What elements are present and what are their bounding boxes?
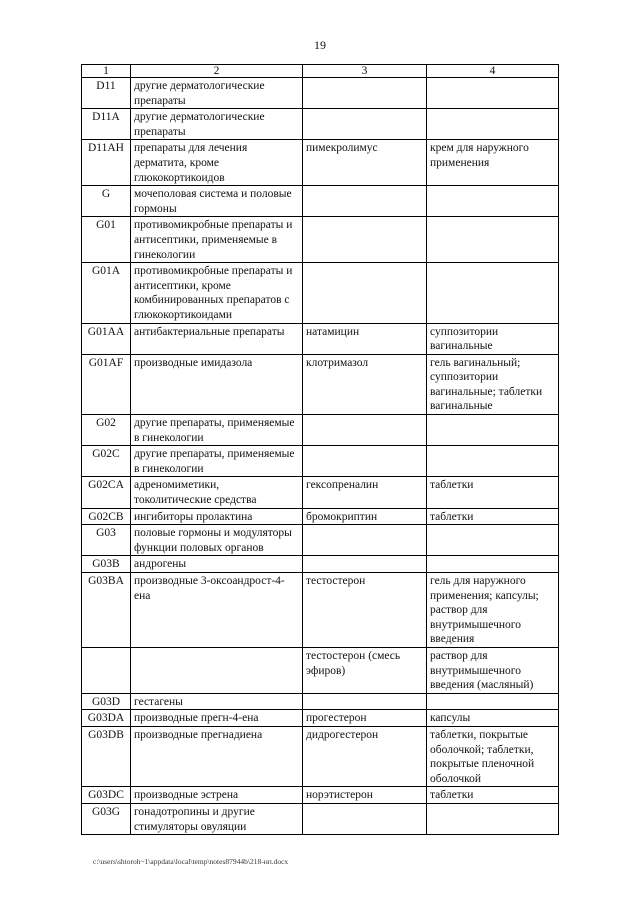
row-form: капсулы	[427, 710, 559, 727]
table-row	[82, 477, 559, 508]
row-substance	[303, 78, 427, 109]
table-row	[82, 109, 559, 140]
row-substance	[303, 556, 427, 573]
row-form: крем для наружного применения	[427, 140, 559, 186]
row-code: D11AH	[82, 140, 131, 186]
row-name: препараты для лечения дерматита, кроме глюкокортикоидов	[131, 140, 303, 186]
row-form	[427, 186, 559, 217]
row-substance: пимекролимус	[303, 140, 427, 186]
row-name: другие препараты, применяемые в гинекологии	[131, 415, 303, 446]
table-body	[82, 78, 559, 835]
row-code: G01AF	[82, 354, 131, 414]
row-substance	[303, 693, 427, 710]
row-code: G03DB	[82, 726, 131, 786]
row-code: D11A	[82, 109, 131, 140]
row-code: G03G	[82, 803, 131, 834]
row-code	[82, 647, 131, 693]
table-row	[82, 186, 559, 217]
row-name: производные 3-оксоандрост-4-ена	[131, 573, 303, 648]
table-row	[82, 726, 559, 786]
row-name: другие дерматологические препараты	[131, 109, 303, 140]
table-row	[82, 693, 559, 710]
row-form	[427, 109, 559, 140]
table-row	[82, 78, 559, 109]
row-form: таблетки	[427, 787, 559, 804]
row-form: гель вагинальный; суппозитории вагинальные; таблетки вагинальные	[427, 354, 559, 414]
table-row	[82, 803, 559, 834]
table-header	[82, 65, 559, 78]
row-substance	[303, 186, 427, 217]
row-name: мочеполовая система и половые гормоны	[131, 186, 303, 217]
row-name: производные прегнадиена	[131, 726, 303, 786]
table-row	[82, 217, 559, 263]
row-substance: бромокриптин	[303, 508, 427, 525]
row-name	[131, 647, 303, 693]
row-form: таблетки, покрытые оболочкой; таблетки, покрытые пленочной оболочкой	[427, 726, 559, 786]
row-name: производные эстрена	[131, 787, 303, 804]
row-substance: прогестерон	[303, 710, 427, 727]
table-row	[82, 446, 559, 477]
row-form: гель для наружного применения; капсулы; раствор для внутримышечного введения	[427, 573, 559, 648]
table-row	[82, 525, 559, 556]
table-row	[82, 787, 559, 804]
row-substance: гексопреналин	[303, 477, 427, 508]
column-header-1: 1	[82, 65, 131, 78]
row-substance	[303, 415, 427, 446]
row-form: таблетки	[427, 508, 559, 525]
footer-file-path: c:\users\shtoroh~1\appdata\local\temp\notes87944b\218-нп.docx	[93, 857, 289, 866]
row-form	[427, 803, 559, 834]
table-row	[82, 508, 559, 525]
row-code: G03DA	[82, 710, 131, 727]
row-substance	[303, 263, 427, 323]
row-form	[427, 217, 559, 263]
row-code: G03B	[82, 556, 131, 573]
row-form	[427, 556, 559, 573]
row-substance: дидрогестерон	[303, 726, 427, 786]
row-substance	[303, 217, 427, 263]
row-form: таблетки	[427, 477, 559, 508]
page-number: 19	[314, 38, 326, 52]
row-name: антибактериальные препараты	[131, 323, 303, 354]
row-substance: натамицин	[303, 323, 427, 354]
table-row	[82, 556, 559, 573]
row-code: G	[82, 186, 131, 217]
row-form	[427, 446, 559, 477]
row-substance: клотримазол	[303, 354, 427, 414]
column-header-4: 4	[427, 65, 559, 78]
row-substance	[303, 109, 427, 140]
row-form	[427, 78, 559, 109]
drug-table	[81, 64, 559, 835]
row-form	[427, 263, 559, 323]
table-row	[82, 140, 559, 186]
row-name: производные имидазола	[131, 354, 303, 414]
row-code: G02C	[82, 446, 131, 477]
row-name: ингибиторы пролактина	[131, 508, 303, 525]
row-substance	[303, 446, 427, 477]
row-name: половые гормоны и модуляторы функции половых органов	[131, 525, 303, 556]
table-row	[82, 415, 559, 446]
row-code: G02CB	[82, 508, 131, 525]
row-form: раствор для внутримышечного введения (масляный)	[427, 647, 559, 693]
row-code: G03BA	[82, 573, 131, 648]
column-header-2: 2	[131, 65, 303, 78]
row-name: другие дерматологические препараты	[131, 78, 303, 109]
row-code: G03D	[82, 693, 131, 710]
row-substance: тестостерон (смесь эфиров)	[303, 647, 427, 693]
table-row	[82, 647, 559, 693]
row-code: G01AA	[82, 323, 131, 354]
row-code: D11	[82, 78, 131, 109]
row-form	[427, 525, 559, 556]
table-row	[82, 323, 559, 354]
row-name: производные прегн-4-ена	[131, 710, 303, 727]
row-name: другие препараты, применяемые в гинекологии	[131, 446, 303, 477]
table-row	[82, 573, 559, 648]
row-code: G01	[82, 217, 131, 263]
row-name: противомикробные препараты и антисептики, кроме комбинированных препаратов с глюкокортикоидами	[131, 263, 303, 323]
row-code: G03DC	[82, 787, 131, 804]
row-form	[427, 693, 559, 710]
row-substance	[303, 803, 427, 834]
row-substance: норэтистерон	[303, 787, 427, 804]
column-header-3: 3	[303, 65, 427, 78]
row-name: противомикробные препараты и антисептики, применяемые в гинекологии	[131, 217, 303, 263]
table-row	[82, 354, 559, 414]
table-row	[82, 263, 559, 323]
row-substance: тестостерон	[303, 573, 427, 648]
row-code: G02	[82, 415, 131, 446]
row-name: гонадотропины и другие стимуляторы овуляции	[131, 803, 303, 834]
row-code: G02CA	[82, 477, 131, 508]
row-name: гестагены	[131, 693, 303, 710]
row-name: андрогены	[131, 556, 303, 573]
row-form	[427, 415, 559, 446]
row-substance	[303, 525, 427, 556]
row-code: G03	[82, 525, 131, 556]
row-code: G01A	[82, 263, 131, 323]
table-row	[82, 710, 559, 727]
row-form: суппозитории вагинальные	[427, 323, 559, 354]
header-row	[82, 65, 559, 78]
row-name: адреномиметики, токолитические средства	[131, 477, 303, 508]
